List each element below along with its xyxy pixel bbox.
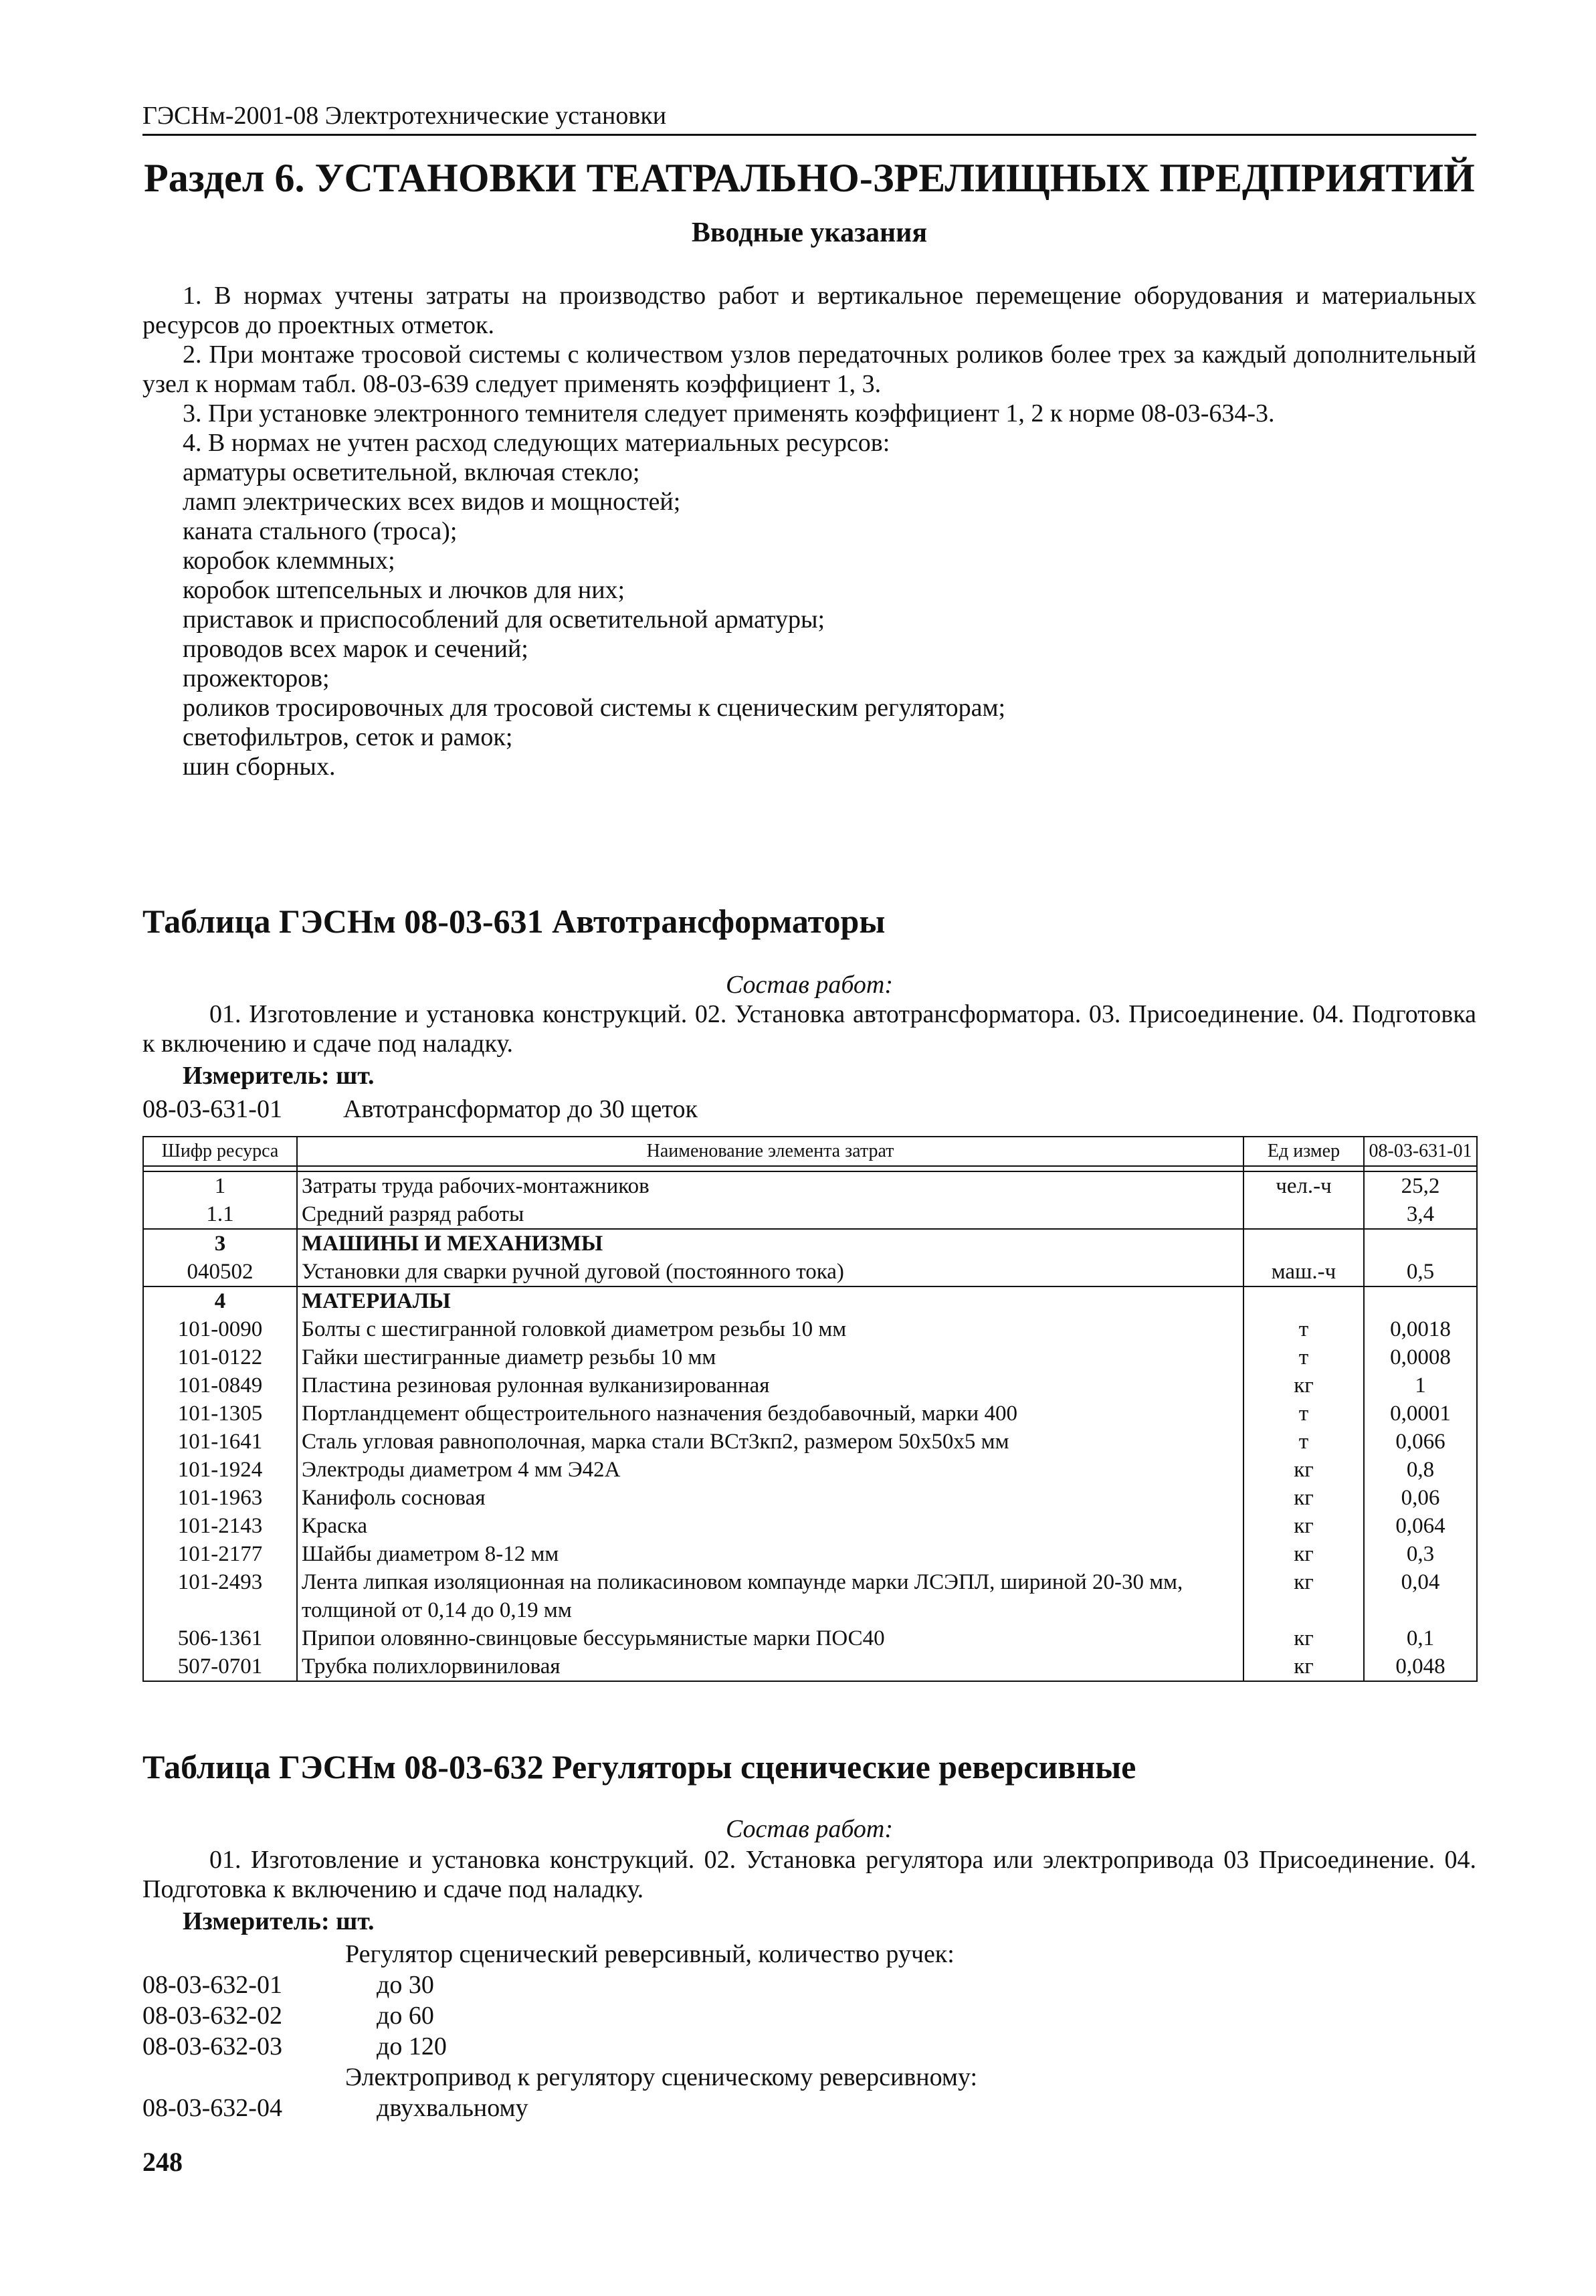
- list-item: каната стального (троса);: [183, 517, 458, 545]
- list-item: арматуры осветительной, включая стекло;: [183, 458, 640, 486]
- cell-name: Портландцемент общестроительного назначения бездобавочный, марки 400: [297, 1400, 1243, 1428]
- cell-value: 0,064: [1364, 1512, 1477, 1540]
- cell-value: 3,4: [1364, 1200, 1477, 1229]
- table-row: [143, 1484, 1477, 1512]
- table-row: [143, 1456, 1477, 1484]
- table-row: [143, 1652, 1477, 1681]
- table-row: [143, 1286, 1477, 1315]
- cell-unit: кг: [1243, 1540, 1364, 1568]
- cell-name: Средний разряд работы: [297, 1200, 1243, 1229]
- table-row: [143, 1258, 1477, 1286]
- table-632-works: 01. Изготовление и установка конструкций. 02. Установка регулятора или электропривода 03 Присоединение. 04. Подготовка к включению и сдаче под наладку.: [142, 1846, 1476, 1903]
- intro-paragraph-3: 3. При установке электронного темнителя следует применять коэффициент 1, 2 к норме 08-03-634-3.: [183, 399, 1275, 427]
- cell-unit: кг: [1243, 1371, 1364, 1400]
- cell-code: 101-2177: [143, 1540, 297, 1568]
- cell-unit: кг: [1243, 1652, 1364, 1681]
- cell-value: 0,3: [1364, 1540, 1477, 1568]
- cell-value: 0,048: [1364, 1652, 1477, 1681]
- cell-name: Канифоль сосновая: [297, 1484, 1243, 1512]
- cell-name: Установки для сварки ручной дуговой (постоянного тока): [297, 1258, 1243, 1286]
- cell-unit: т: [1243, 1315, 1364, 1343]
- cell-unit: кг: [1243, 1624, 1364, 1652]
- norm-name: до 60: [377, 2002, 434, 2030]
- cell-code: 101-1963: [143, 1484, 297, 1512]
- table-row: [143, 1315, 1477, 1343]
- section-title: Раздел 6. УСТАНОВКИ ТЕАТРАЛЬНО-ЗРЕЛИЩНЫХ ПРЕДПРИЯТИЙ: [144, 156, 1475, 200]
- cell-value: [1364, 1286, 1477, 1315]
- norm-code: 08-03-632-04: [142, 2094, 282, 2122]
- norm-name: Автотрансформатор до 30 щеток: [343, 1095, 698, 1123]
- cell-name: Электроды диаметром 4 мм Э42А: [297, 1456, 1243, 1484]
- cell-unit: маш.-ч: [1243, 1258, 1364, 1286]
- group-heading: Электропривод к регулятору сценическому реверсивному:: [345, 2063, 978, 2091]
- table-row: [143, 1568, 1477, 1624]
- cell-name: Затраты труда рабочих-монтажников: [297, 1171, 1243, 1200]
- list-item: роликов тросировочных для тросовой системы к сценическим регуляторам;: [183, 694, 1006, 722]
- intro-paragraph-2: 2. При монтаже тросовой системы с количеством узлов передаточных роликов более трех за каждый дополнительный узел к нормам табл. 08-03-639 следует применять коэффициент 1, 3.: [142, 341, 1476, 398]
- cell-unit: т: [1243, 1428, 1364, 1456]
- table-row: [143, 1229, 1477, 1258]
- table-row: [143, 1540, 1477, 1568]
- cell-code: 1.1: [143, 1200, 297, 1229]
- cell-value: 0,0018: [1364, 1315, 1477, 1343]
- cell-code: 506-1361: [143, 1624, 297, 1652]
- intro-paragraph-1: 1. В нормах учтены затраты на производство работ и вертикальное перемещение оборудования и материальных ресурсов до проектных отметок.: [142, 282, 1476, 339]
- cell-value: 25,2: [1364, 1171, 1477, 1200]
- cell-unit: кг: [1243, 1456, 1364, 1484]
- table-row: [143, 1400, 1477, 1428]
- cell-code: 101-0090: [143, 1315, 297, 1343]
- cell-value: 1: [1364, 1371, 1477, 1400]
- header-value: 08-03-631-01: [1364, 1137, 1477, 1166]
- norm-code: 08-03-632-01: [142, 1971, 282, 1999]
- cell-code: 101-2493: [143, 1568, 297, 1624]
- page-number: 248: [142, 2147, 183, 2177]
- excluded-materials-list: [142, 458, 1476, 781]
- table-632-norms-list: [142, 1939, 977, 2123]
- norm-row: [142, 2000, 977, 2031]
- running-header: ГЭСНм-2001-08 Электротехнические установки: [142, 100, 1476, 136]
- table-631-works: 01. Изготовление и установка конструкций. 02. Установка автотрансформатора. 03. Присоединение. 04. Подготовка к включению и сдаче под наладку.: [142, 1000, 1476, 1058]
- cell-code: 101-2143: [143, 1512, 297, 1540]
- resource-table-631: [142, 1136, 1478, 1682]
- list-item: коробок штепсельных и лючков для них;: [183, 576, 625, 604]
- table-row: [143, 1624, 1477, 1652]
- table-631-norm-line: [142, 1094, 698, 1124]
- table-632-meter: Измеритель: шт.: [183, 1907, 375, 1935]
- norm-row: [142, 2031, 977, 2062]
- cell-value: 0,06: [1364, 1484, 1477, 1512]
- table-632-title: Таблица ГЭСНм 08-03-632 Регуляторы сценические реверсивные: [142, 1748, 1136, 1786]
- cell-value: 0,8: [1364, 1456, 1477, 1484]
- table-632-sostav-label: Состав работ:: [725, 1815, 894, 1843]
- table-631-sostav-label: Состав работ:: [725, 971, 894, 999]
- cell-name: Гайки шестигранные диаметр резьбы 10 мм: [297, 1343, 1243, 1371]
- intro-subtitle: Вводные указания: [691, 217, 928, 248]
- cell-code: 101-0849: [143, 1371, 297, 1400]
- cell-code: 4: [143, 1286, 297, 1315]
- cell-value: 0,04: [1364, 1568, 1477, 1624]
- norm-code: 08-03-632-03: [142, 2032, 282, 2061]
- cell-code: 101-1305: [143, 1400, 297, 1428]
- cell-name: Лента липкая изоляционная на поликасиновом компаунде марки ЛСЭПЛ, шириной 20-30 мм, толщиной от 0,14 до 0,19 мм: [297, 1568, 1243, 1624]
- norm-name: до 30: [377, 1971, 434, 1999]
- cell-value: [1364, 1229, 1477, 1258]
- cell-unit: чел.-ч: [1243, 1171, 1364, 1200]
- group-heading: Регулятор сценический реверсивный, количество ручек:: [345, 1940, 955, 1968]
- table-row: [143, 1343, 1477, 1371]
- cell-value: 0,5: [1364, 1258, 1477, 1286]
- norm-name: до 120: [377, 2032, 447, 2061]
- list-item: ламп электрических всех видов и мощностей;: [183, 488, 681, 516]
- cell-value: 0,0008: [1364, 1343, 1477, 1371]
- cell-value: 0,0001: [1364, 1400, 1477, 1428]
- cell-code: 101-0122: [143, 1343, 297, 1371]
- intro-paragraph-4: 4. В нормах не учтен расход следующих материальных ресурсов:: [183, 429, 890, 457]
- cell-unit: т: [1243, 1400, 1364, 1428]
- list-item: коробок клеммных;: [183, 547, 395, 575]
- cell-code: 3: [143, 1229, 297, 1258]
- header-gap: [143, 1166, 1477, 1171]
- header-code: Шифр ресурса: [143, 1137, 297, 1166]
- header-name: Наименование элемента затрат: [297, 1137, 1243, 1166]
- list-item: проводов всех марок и сечений;: [183, 635, 528, 663]
- list-item: приставок и приспособлений для осветительной арматуры;: [183, 605, 825, 634]
- cell-name: Краска: [297, 1512, 1243, 1540]
- norm-code: 08-03-632-02: [142, 2002, 282, 2030]
- cell-code: 507-0701: [143, 1652, 297, 1681]
- table-row: [143, 1171, 1477, 1200]
- cell-unit: [1243, 1286, 1364, 1315]
- norm-name: двухвальному: [377, 2094, 528, 2122]
- cell-unit: [1243, 1229, 1364, 1258]
- norm-code: 08-03-631-01: [142, 1095, 282, 1123]
- table-header-row: [143, 1137, 1477, 1166]
- list-item: прожекторов;: [183, 664, 330, 692]
- list-item: светофильтров, сеток и рамок;: [183, 723, 513, 751]
- cell-name: МАШИНЫ И МЕХАНИЗМЫ: [297, 1229, 1243, 1258]
- cell-name: Сталь угловая равнополочная, марка стали ВСт3кп2, размером 50x50x5 мм: [297, 1428, 1243, 1456]
- table-row: [143, 1200, 1477, 1229]
- cell-name: Припои оловянно-свинцовые бессурьмянистые марки ПОС40: [297, 1624, 1243, 1652]
- table-row: [143, 1371, 1477, 1400]
- cell-value: 0,066: [1364, 1428, 1477, 1456]
- table-631-meter: Измеритель: шт.: [183, 1062, 375, 1090]
- norm-row: [142, 1970, 977, 2000]
- table-row: [143, 1512, 1477, 1540]
- cell-unit: кг: [1243, 1568, 1364, 1624]
- cell-code: 101-1924: [143, 1456, 297, 1484]
- cell-value: 0,1: [1364, 1624, 1477, 1652]
- cell-name: Трубка полихлорвиниловая: [297, 1652, 1243, 1681]
- cell-name: Шайбы диаметром 8-12 мм: [297, 1540, 1243, 1568]
- cell-unit: т: [1243, 1343, 1364, 1371]
- table-631-title: Таблица ГЭСНм 08-03-631 Автотрансформаторы: [142, 902, 886, 940]
- cell-unit: [1243, 1200, 1364, 1229]
- cell-code: 1: [143, 1171, 297, 1200]
- cell-unit: кг: [1243, 1484, 1364, 1512]
- norm-row: [142, 2093, 977, 2123]
- cell-name: МАТЕРИАЛЫ: [297, 1286, 1243, 1315]
- cell-name: Болты с шестигранной головкой диаметром резьбы 10 мм: [297, 1315, 1243, 1343]
- intro-text: [142, 281, 1476, 781]
- cell-code: 101-1641: [143, 1428, 297, 1456]
- list-item: шин сборных.: [183, 753, 336, 781]
- cell-name: Пластина резиновая рулонная вулканизированная: [297, 1371, 1243, 1400]
- cell-code: 040502: [143, 1258, 297, 1286]
- cell-unit: кг: [1243, 1512, 1364, 1540]
- header-unit: Ед измер: [1243, 1137, 1364, 1166]
- table-row: [143, 1428, 1477, 1456]
